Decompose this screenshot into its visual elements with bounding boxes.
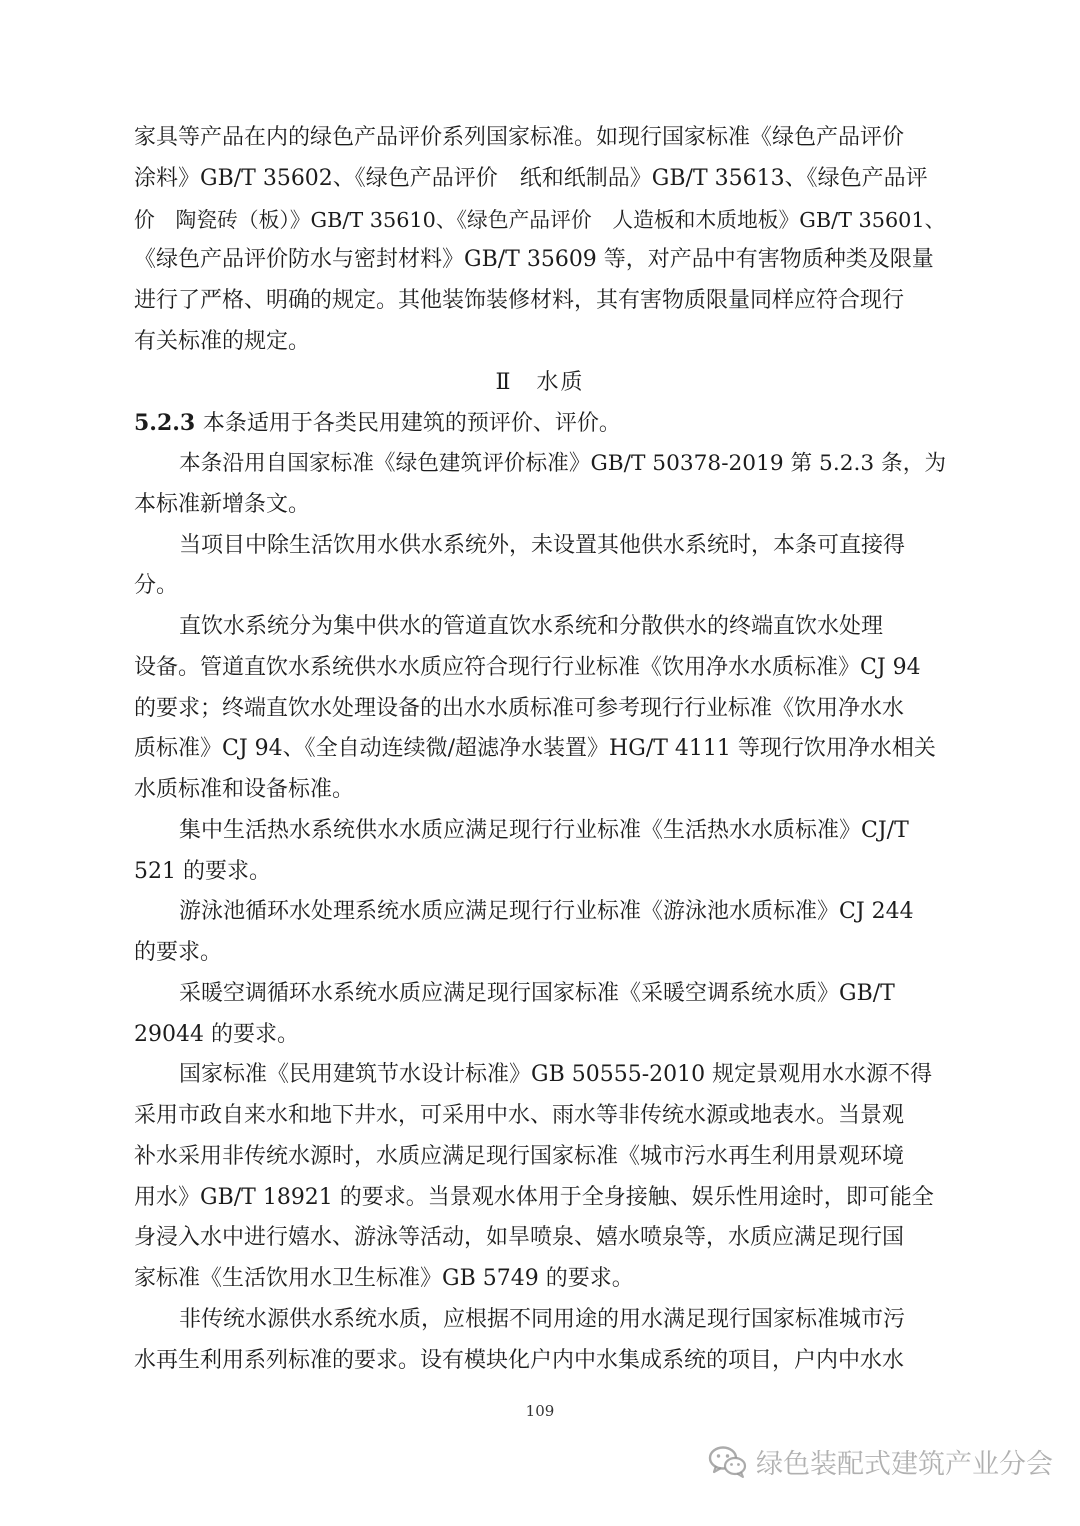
text-line <box>134 933 946 974</box>
text-line <box>134 689 946 730</box>
text-line <box>134 281 946 322</box>
text-line <box>134 770 946 811</box>
text-line <box>134 1137 946 1178</box>
line-text: 本条沿用自国家标准《绿色建筑评价标准》GB/T 50378-2019 第 5.2.3 条，为 <box>179 451 947 476</box>
text-line <box>134 159 946 200</box>
line-text: 非传统水源供水系统水质，应根据不同用途的用水满足现行国家标准城市污 <box>179 1306 906 1332</box>
wechat-icon <box>708 1445 748 1479</box>
line-text: 补水采用非传统水源时，水质应满足现行国家标准《城市污水再生利用景观环境 <box>134 1143 905 1169</box>
section-heading <box>134 363 946 404</box>
text-line <box>134 200 946 241</box>
text-line <box>134 444 946 485</box>
line-text: 设备。管道直饮水系统供水水质应符合现行行业标准《饮用净水水质标准》CJ 94 <box>134 654 921 680</box>
document-body <box>134 118 946 1381</box>
line-text: 的要求。 <box>134 940 223 965</box>
line-text: 的要求；终端直饮水处理设备的出水水质标准可参考现行行业标准《饮用净水水 <box>134 695 905 721</box>
text-line <box>134 1341 946 1382</box>
watermark-text: 绿色装配式建筑产业分会 <box>756 1449 1053 1480</box>
text-line <box>134 729 946 770</box>
line-text: 水再生利用系列标准的要求。设有模块化户内中水集成系统的项目，户内中水水 <box>134 1347 905 1373</box>
text-line <box>134 526 946 567</box>
line-text: 本条适用于各类民用建筑的预评价、评价。 <box>202 411 621 437</box>
line-text: 《绿色产品评价防水与密封材料》GB/T 35609 等，对产品中有害物质种类及限量 <box>134 247 934 273</box>
text-line <box>134 1218 946 1259</box>
text-line <box>134 1015 946 1056</box>
line-text: 29044 的要求。 <box>134 1021 299 1047</box>
text-line <box>134 1300 946 1341</box>
line-text: 直饮水系统分为集中供水的管道直饮水系统和分散供水的终端直饮水处理 <box>179 614 884 639</box>
line-text: 身浸入水中进行嬉水、游泳等活动，如旱喷泉、嬉水喷泉等，水质应满足现行国 <box>134 1225 905 1251</box>
text-line <box>134 1055 946 1096</box>
line-text: 分。 <box>134 573 179 599</box>
line-text: 进行了严格、明确的规定。其他装饰装修材料，其有害物质限量同样应符合现行 <box>134 288 905 313</box>
text-line <box>134 240 946 281</box>
text-line <box>134 1259 946 1300</box>
text-line <box>134 648 946 689</box>
line-text: 国家标准《民用建筑节水设计标准》GB 50555-2010 规定景观用水水源不得 <box>179 1062 933 1088</box>
text-line <box>134 485 946 526</box>
line-text: 价 陶瓷砖（板）》GB/T 35610、《绿色产品评价 人造板和木质地板》GB/T 35601、 <box>134 207 946 232</box>
line-text: Ⅱ 水质 <box>495 369 585 395</box>
line-text: 当项目中除生活饮用水供水系统外，未设置其他供水系统时，本条可直接得 <box>179 532 906 558</box>
line-text: 集中生活热水系统供水水质应满足现行行业标准《生活热水水质标准》CJ/T <box>179 817 909 843</box>
line-text: 涂料》GB/T 35602、《绿色产品评价 纸和纸制品》GB/T 35613、《绿色产品评 <box>134 165 928 191</box>
text-line <box>134 607 946 648</box>
line-text: 家具等产品在内的绿色产品评价系列国家标准。如现行国家标准《绿色产品评价 <box>134 125 905 150</box>
watermark <box>708 1442 1053 1481</box>
line-text: 有关标准的规定。 <box>134 328 311 354</box>
text-line <box>134 974 946 1015</box>
text-line <box>134 322 946 363</box>
text-line <box>134 566 946 607</box>
line-text: 采用市政自来水和地下井水，可采用中水、雨水等非传统水源或地表水。当景观 <box>134 1103 905 1128</box>
line-text: 家标准《生活饮用水卫生标准》GB 5749 的要求。 <box>134 1266 634 1291</box>
line-text: 质标准》CJ 94、《全自动连续微/超滤净水装置》HG/T 4111 等现行饮用净水相关 <box>134 736 936 762</box>
line-text: 游泳池循环水处理系统水质应满足现行行业标准《游泳池水质标准》CJ 244 <box>179 899 914 925</box>
text-line <box>134 852 946 893</box>
text-line <box>134 403 946 444</box>
text-line <box>134 1096 946 1137</box>
text-line <box>134 811 946 852</box>
clause-number: 5.2.3 <box>134 410 203 437</box>
line-text: 用水》GB/T 18921 的要求。当景观水体用于全身接触、娱乐性用途时，即可能全 <box>134 1184 934 1210</box>
line-text: 采暖空调循环水系统水质应满足现行国家标准《采暖空调系统水质》GB/T <box>179 980 895 1006</box>
line-text: 本标准新增条文。 <box>134 491 311 517</box>
text-line <box>134 1178 946 1219</box>
text-line <box>134 892 946 933</box>
line-text: 水质标准和设备标准。 <box>134 777 355 802</box>
page-number: 109 <box>525 1402 555 1420</box>
text-line <box>134 118 946 159</box>
line-text: 521 的要求。 <box>134 858 271 884</box>
